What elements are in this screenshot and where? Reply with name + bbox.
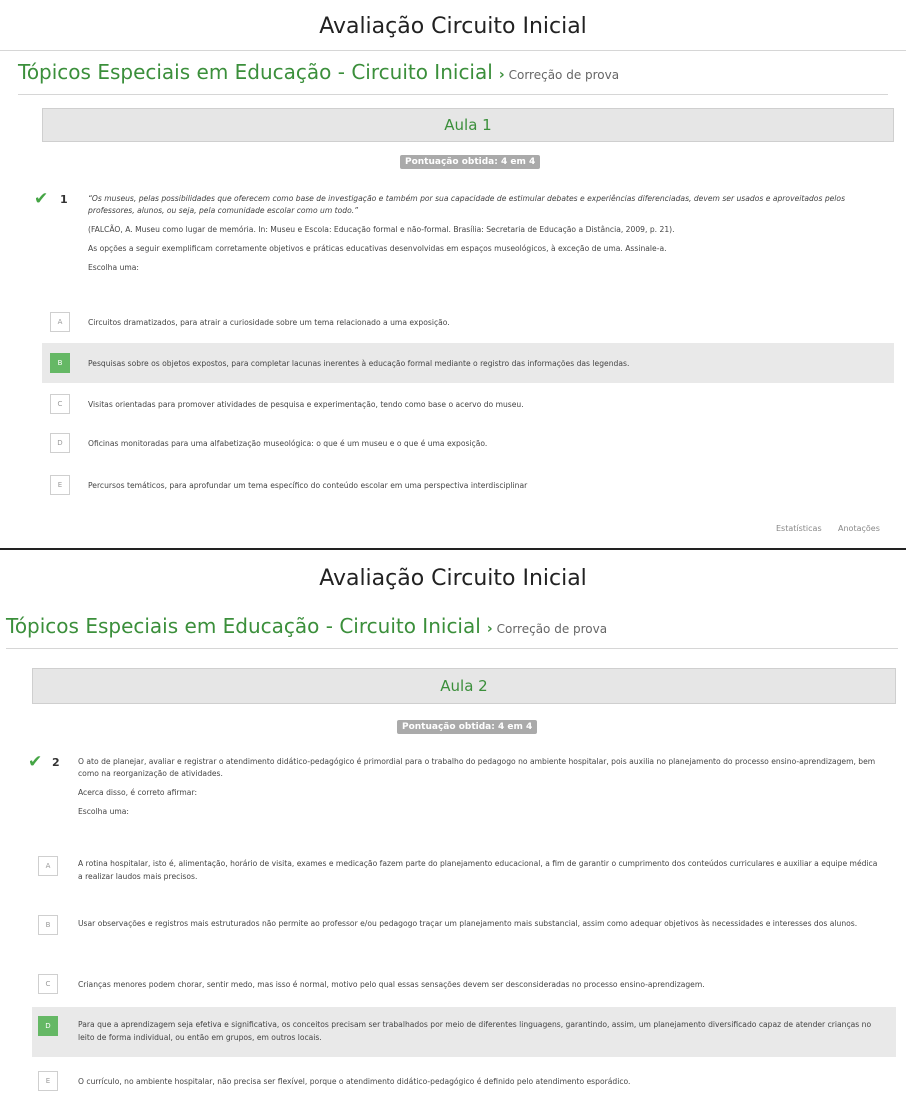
question-text [78,756,888,825]
option-letter: D [50,433,70,453]
aula-header: Aula 1 [42,108,894,142]
question-instruction: Escolha uma: [88,263,139,272]
option-text: Usar observações e registros mais estruturados não permite ao professor e/ou pedagogo traçar um planejamento mais substancial, assim como adequar objetivos às necessidades e interesses dos alunos. [78,919,858,928]
option-b[interactable] [32,907,896,955]
score-badge: Pontuação obtida: 4 em 4 [400,155,540,169]
breadcrumb-course-link[interactable]: Tópicos Especiais em Educação - Circuito Inicial [18,60,493,84]
option-text: Oficinas monitoradas para uma alfabetização museológica: o que é um museu e o que é uma exposição. [88,439,488,448]
option-text: Pesquisas sobre os objetos expostos, para completar lacunas inerentes à educação formal mediante o registro das informações das legendas. [88,359,630,368]
divider [18,94,888,95]
breadcrumb [6,614,607,638]
option-b[interactable] [42,343,894,383]
option-text: O currículo, no ambiente hospitalar, não precisa ser flexível, porque o atendimento didático-pedagógico é definido pelo atendimento esporádico. [78,1077,631,1086]
question-text [88,193,888,281]
exam-review-panel-1 [0,0,906,548]
statistics-link[interactable]: Estatísticas [776,524,822,533]
question-instruction: Escolha uma: [78,807,129,816]
divider [0,50,906,51]
option-text: Crianças menores podem chorar, sentir medo, mas isso é normal, motivo pelo qual essas sensações devem ser desconsideradas no processo ensino-aprendizagem. [78,980,705,989]
option-text: A rotina hospitalar, isto é, alimentação, horário de visita, exames e medicação fazem parte do planejamento educacional, a fim de garantir o cumprimento dos conteúdos curriculares e auxiliar a equipe médica a realizar laudos mais precisos. [78,859,878,881]
chevron-right-icon: › [486,621,493,637]
option-d[interactable] [32,1007,896,1057]
option-a[interactable] [42,303,894,341]
option-c[interactable] [42,385,894,423]
question-statement: O ato de planejar, avaliar e registrar o atendimento didático-pedagógico é primordial para o trabalho do pedagogo no ambiente hospitalar, pois auxilia no planejamento do processo ensino-aprendizagem, bem como na reorganização de atividades. [78,757,876,778]
option-letter: B [38,915,58,935]
breadcrumb [18,60,619,84]
option-text: Visitas orientadas para promover atividades de pesquisa e experimentação, tendo como base o acervo do museu. [88,400,524,409]
option-d[interactable] [42,424,894,462]
notes-link[interactable]: Anotações [838,524,880,533]
option-letter: C [50,394,70,414]
option-letter: A [38,856,58,876]
question-number: 1 [60,193,68,206]
option-letter: D [38,1016,58,1036]
question-quote: “Os museus, pelas possibilidades que oferecem como base de investigação e também por sua capacidade de estimular debates e experiências diferenciadas, devem ser usados e aproveitados pelos professores, alunos, ou seja, pela comunidade escolar como um todo.” [88,194,846,215]
option-a[interactable] [32,847,896,895]
option-letter: A [50,312,70,332]
option-letter: E [50,475,70,495]
check-icon: ✔ [34,189,49,209]
score-badge: Pontuação obtida: 4 em 4 [397,720,537,734]
question-prompt: As opções a seguir exemplificam corretamente objetivos e práticas educativas desenvolvidas em espaços museológicos, à exceção de uma. Assinale-a. [88,244,667,253]
option-letter: C [38,974,58,994]
option-e[interactable] [32,1064,896,1100]
question-prompt: Acerca disso, é correto afirmar: [78,788,198,797]
exam-title: Avaliação Circuito Inicial [319,566,587,591]
option-letter: B [50,353,70,373]
check-icon: ✔ [28,752,43,772]
question-reference: (FALCÃO, A. Museu como lugar de memória. In: Museu e Escola: Educação formal e não-formal. Brasília: Secretaria de Educação a Distância, 2009, p. 21). [88,225,675,234]
breadcrumb-current-page: Correção de prova [496,622,608,636]
exam-title: Avaliação Circuito Inicial [319,14,587,39]
option-text: Percursos temáticos, para aprofundar um tema específico do conteúdo escolar em uma perspectiva interdisciplinar [88,481,528,490]
divider [6,648,898,649]
option-text: Para que a aprendizagem seja efetiva e significativa, os conceitos precisam ser trabalhados por meio de diferentes linguagens, garantindo, assim, um planejamento diversificado capaz de atender crianças no leito de forma individual, ou então em grupos, em outros locais. [78,1020,872,1042]
exam-review-panel-2 [0,552,906,1111]
aula-header: Aula 2 [32,668,896,704]
option-text: Circuitos dramatizados, para atrair a curiosidade sobre um tema relacionado a uma exposição. [88,318,450,327]
screenshot-separator [0,548,906,550]
question-number: 2 [52,756,60,769]
option-c[interactable] [32,966,896,1004]
option-e[interactable] [42,466,894,504]
breadcrumb-course-link[interactable]: Tópicos Especiais em Educação - Circuito Inicial [6,614,481,638]
chevron-right-icon: › [498,67,505,83]
breadcrumb-current-page: Correção de prova [508,68,620,82]
option-letter: E [38,1071,58,1091]
